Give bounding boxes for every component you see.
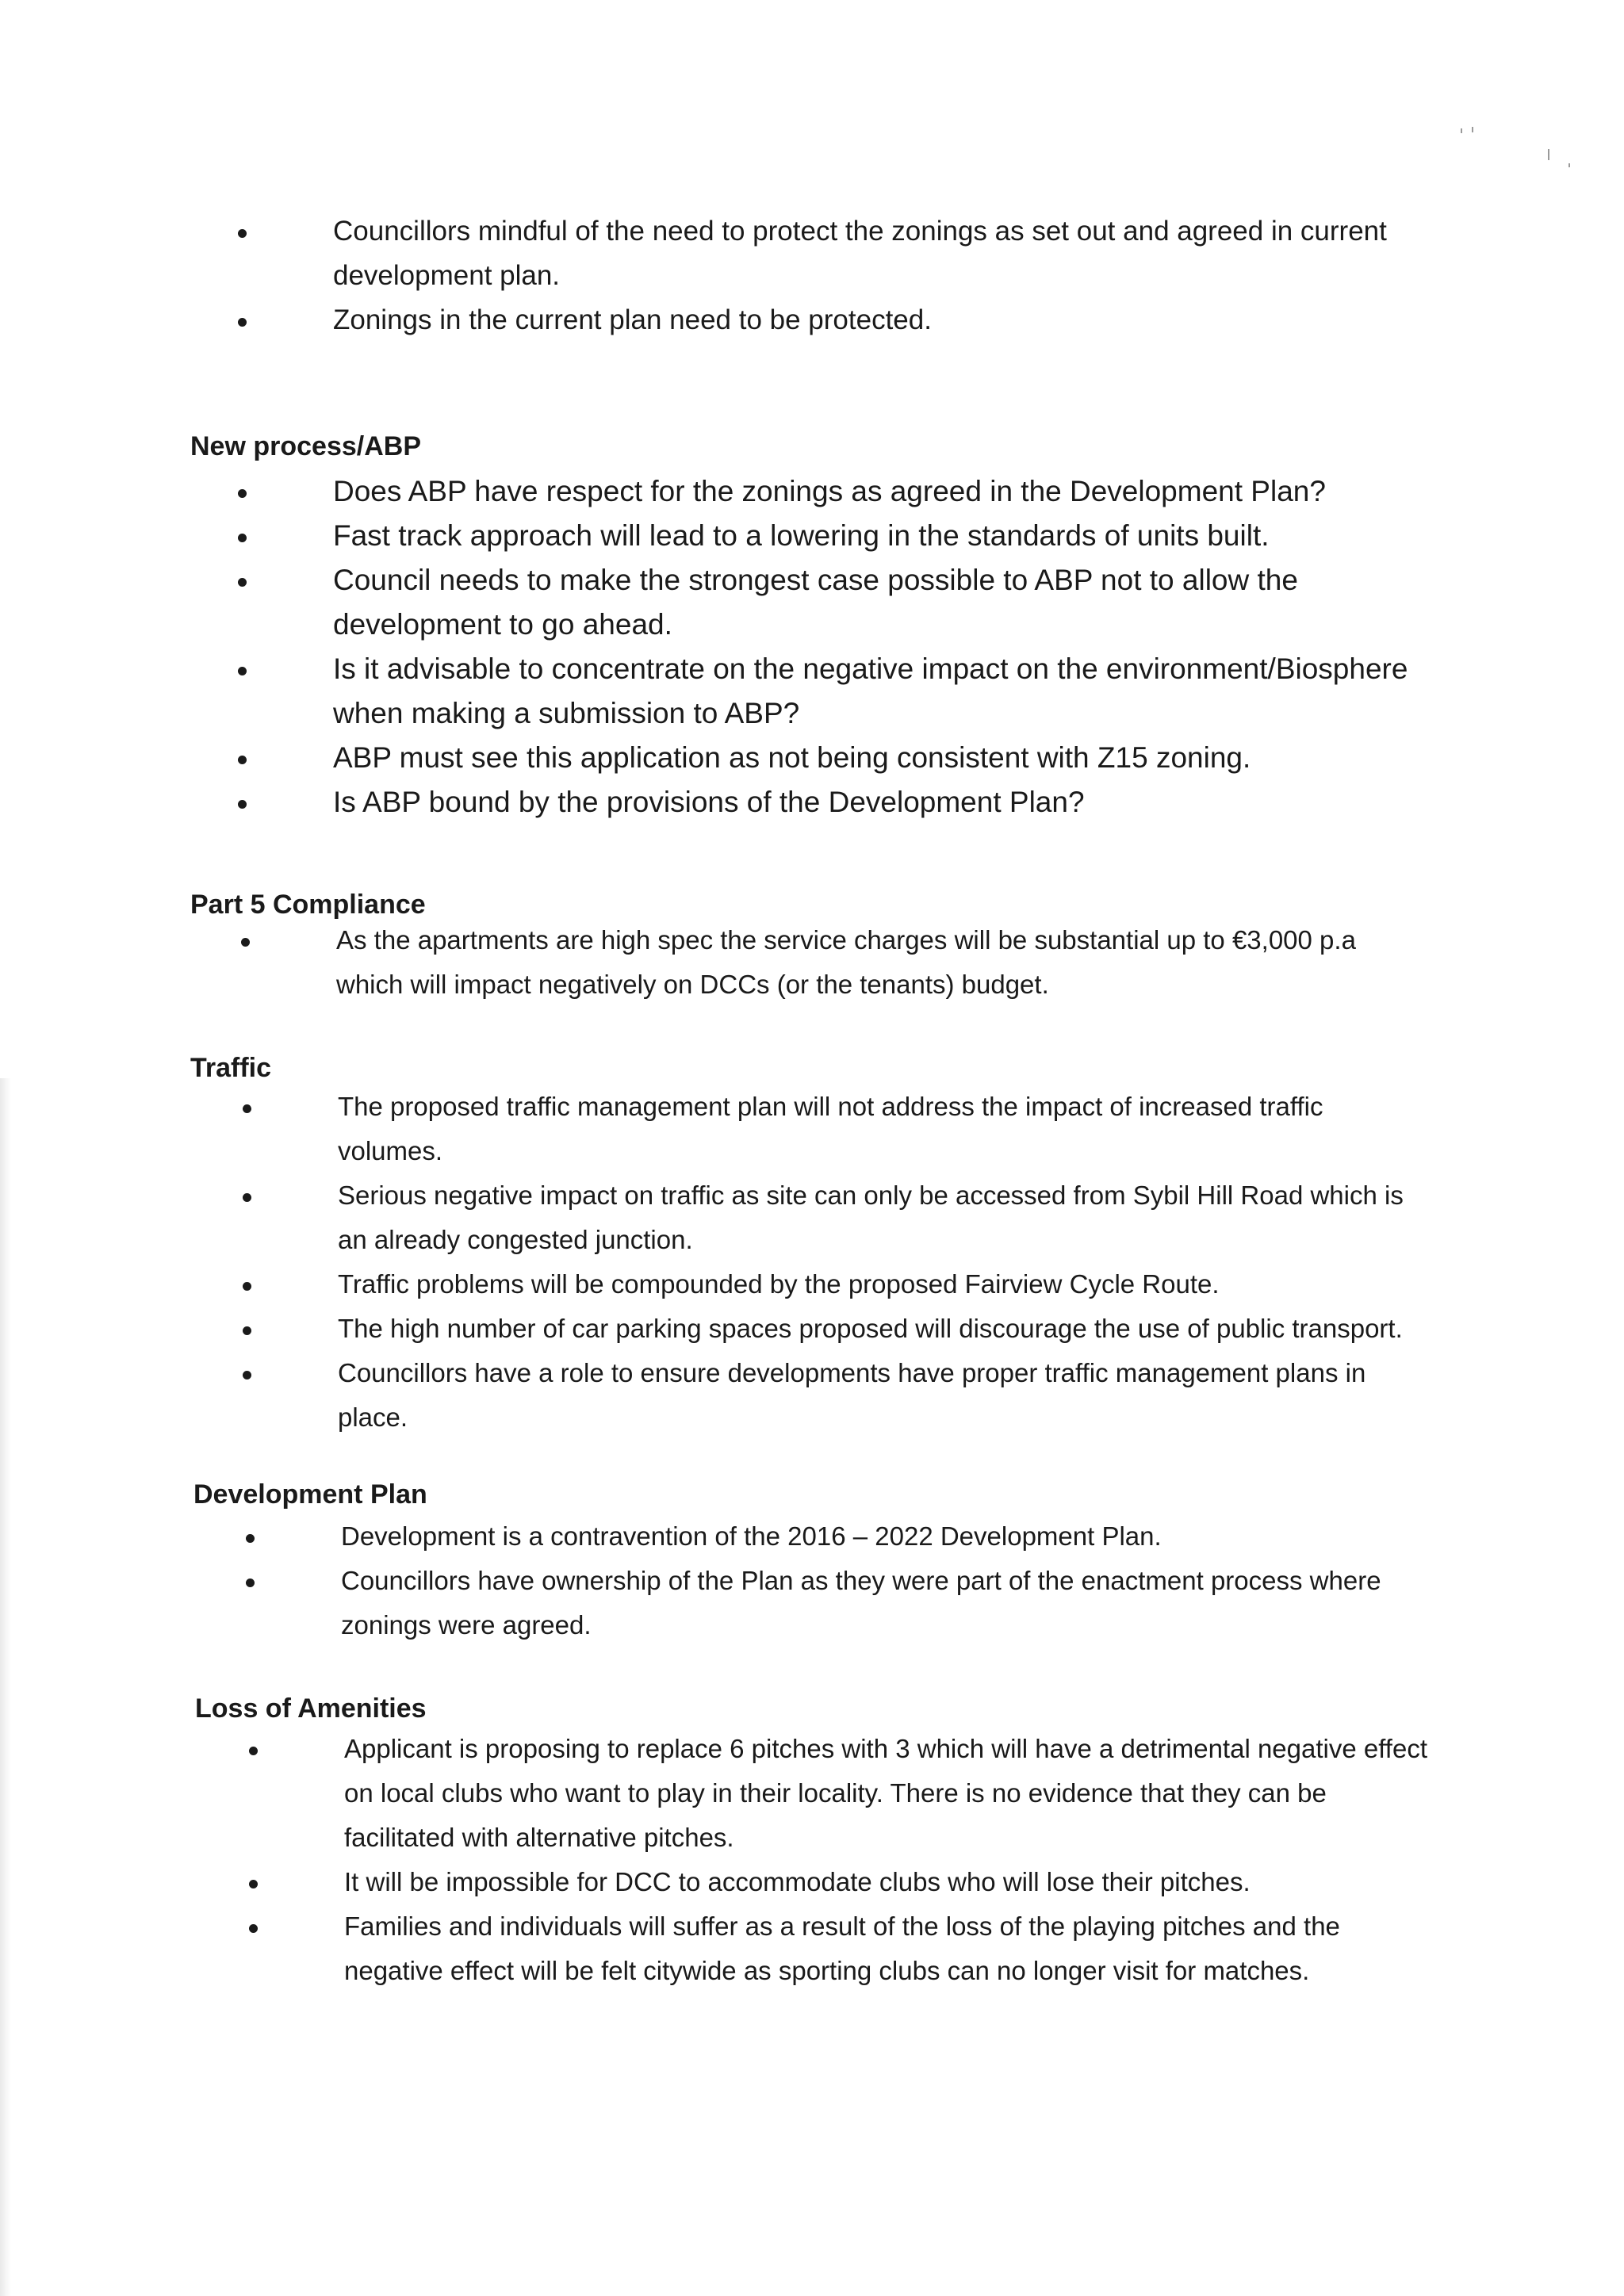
new-process-list-block bbox=[235, 469, 1440, 825]
list-item: Traffic problems will be compounded by the proposed Fairview Cycle Route. bbox=[239, 1262, 1429, 1307]
scan-speck bbox=[1472, 127, 1473, 132]
list-item: Is ABP bound by the provisions of the Development Plan? bbox=[235, 780, 1440, 825]
section-new-process bbox=[190, 430, 1459, 463]
amenities-list-block bbox=[246, 1727, 1435, 1993]
section-heading: Loss of Amenities bbox=[195, 1693, 427, 1724]
section-heading: New process/ABP bbox=[190, 431, 421, 461]
list-item: ABP must see this application as not being consistent with Z15 zoning. bbox=[235, 736, 1440, 780]
list-item: Councillors have ownership of the Plan as they were part of the enactment process where zonings were agreed. bbox=[243, 1559, 1432, 1647]
list-item: Applicant is proposing to replace 6 pitches with 3 which will have a detrimental negative effect on local clubs who want to play in their locality. There is no evidence that they can be facilitated with alternative pitches. bbox=[246, 1727, 1435, 1860]
amenities-bullet-list bbox=[246, 1727, 1435, 1993]
list-item: Councillors mindful of the need to protect the zonings as set out and agreed in current development plan. bbox=[235, 209, 1424, 298]
dev-plan-bullet-list bbox=[243, 1514, 1432, 1647]
list-item: Fast track approach will lead to a lowering in the standards of units built. bbox=[235, 514, 1440, 558]
section-heading: Part 5 Compliance bbox=[190, 890, 426, 920]
list-item: Development is a contravention of the 2016 – 2022 Development Plan. bbox=[243, 1514, 1432, 1559]
list-item: Is it advisable to concentrate on the negative impact on the environment/Biosphere when making a submission to ABP? bbox=[235, 647, 1440, 736]
list-item: Zonings in the current plan need to be protected. bbox=[235, 298, 1424, 342]
list-item: The proposed traffic management plan will not address the impact of increased traffic volumes. bbox=[239, 1085, 1429, 1173]
list-item: It will be impossible for DCC to accommodate clubs who will lose their pitches. bbox=[246, 1860, 1435, 1904]
section-loss-of-amenities bbox=[195, 1692, 1464, 1725]
part5-list-block bbox=[238, 918, 1427, 1007]
new-process-bullet-list bbox=[235, 469, 1440, 825]
list-item: The high number of car parking spaces proposed will discourage the use of public transport. bbox=[239, 1307, 1429, 1351]
scan-edge-shadow bbox=[0, 1078, 11, 2296]
section-heading: Development Plan bbox=[193, 1479, 427, 1510]
dev-plan-list-block bbox=[243, 1514, 1432, 1647]
section-traffic bbox=[190, 1051, 1459, 1085]
list-item: Council needs to make the strongest case possible to ABP not to allow the development to go ahead. bbox=[235, 558, 1440, 647]
list-item: Serious negative impact on traffic as site can only be accessed from Sybil Hill Road which is an already congested junction. bbox=[239, 1173, 1429, 1262]
scan-speck bbox=[1568, 163, 1570, 167]
part5-bullet-list bbox=[238, 918, 1427, 1007]
traffic-bullet-list bbox=[239, 1085, 1429, 1440]
section-development-plan bbox=[193, 1478, 1462, 1511]
traffic-list-block bbox=[239, 1085, 1429, 1440]
intro-list-block bbox=[235, 209, 1424, 342]
list-item: As the apartments are high spec the service charges will be substantial up to €3,000 p.a which will impact negatively on DCCs (or the tenants) budget. bbox=[238, 918, 1427, 1007]
list-item: Families and individuals will suffer as a result of the loss of the playing pitches and the negative effect will be felt citywide as sporting clubs can no longer visit for matches. bbox=[246, 1904, 1435, 1993]
scan-speck bbox=[1461, 128, 1462, 133]
list-item: Does ABP have respect for the zonings as agreed in the Development Plan? bbox=[235, 469, 1440, 514]
intro-bullet-list bbox=[235, 209, 1424, 342]
list-item: Councillors have a role to ensure developments have proper traffic management plans in place. bbox=[239, 1351, 1429, 1440]
scan-speck bbox=[1548, 149, 1549, 160]
section-heading: Traffic bbox=[190, 1053, 272, 1083]
section-part5 bbox=[190, 888, 1459, 921]
